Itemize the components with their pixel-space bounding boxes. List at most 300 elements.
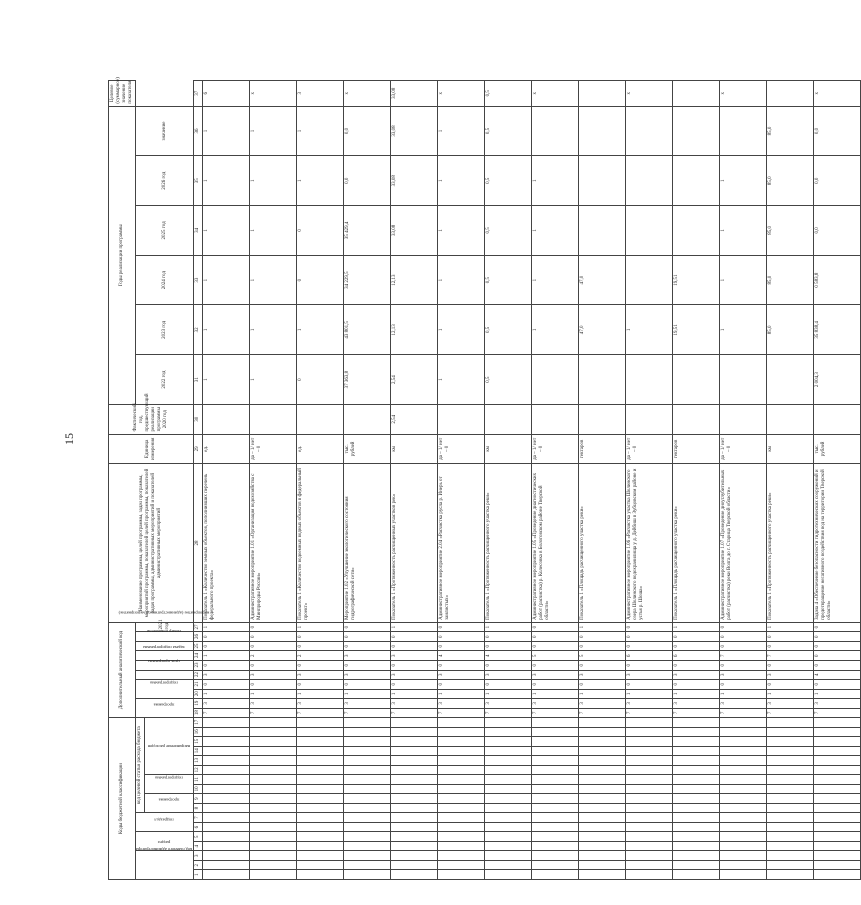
- code-cell: [391, 718, 438, 728]
- code-cell: 3: [391, 699, 438, 709]
- code-cell: [438, 841, 485, 851]
- year-value: 37 363,8: [344, 355, 391, 405]
- column-number: 14: [194, 746, 203, 756]
- year-value: 1: [532, 305, 579, 355]
- code-cell: [344, 794, 391, 804]
- code-cell: [485, 784, 532, 794]
- code-cell: 0: [673, 680, 720, 690]
- code-cell: [767, 870, 814, 880]
- column-number: 17: [194, 718, 203, 728]
- year-value: 12,13: [391, 255, 438, 305]
- code-cell: [579, 756, 626, 766]
- code-cell: [626, 727, 673, 737]
- code-cell: [391, 803, 438, 813]
- row-name: Показатель 1 «Количество земных объектов, пополнивших перечень федерального проекта»: [203, 464, 250, 623]
- column-number: 12: [194, 765, 203, 775]
- code-cell: [438, 746, 485, 756]
- code-cell: 3: [438, 670, 485, 680]
- code-cell: 1: [579, 622, 626, 632]
- code-cell: [344, 784, 391, 794]
- table-row: [485, 81, 532, 880]
- code-cell: [673, 756, 720, 766]
- code-cell: [767, 718, 814, 728]
- table-row: [579, 81, 626, 880]
- code-cell: [626, 870, 673, 880]
- year-value: [626, 355, 673, 405]
- code-cell: 3: [344, 699, 391, 709]
- code-cell: 1: [344, 689, 391, 699]
- row-fact: [579, 404, 626, 434]
- code-cell: 3: [673, 699, 720, 709]
- code-cell: [626, 775, 673, 785]
- header-csr-sub: подпрограмма: [145, 775, 194, 794]
- code-cell: 7: [767, 708, 814, 718]
- table-row: [250, 81, 297, 880]
- code-cell: 0: [391, 680, 438, 690]
- code-cell: [720, 756, 767, 766]
- code-cell: [673, 803, 720, 813]
- code-cell: [626, 851, 673, 861]
- target-value: 0,5: [485, 81, 532, 107]
- target-value: х: [814, 81, 861, 107]
- column-number: 9: [194, 794, 203, 804]
- year-value: 1: [203, 305, 250, 355]
- code-cell: 4: [814, 670, 861, 680]
- code-cell: [203, 841, 250, 851]
- code-cell: 0: [814, 641, 861, 651]
- code-cell: [767, 860, 814, 870]
- year-value: [579, 156, 626, 206]
- code-cell: [673, 765, 720, 775]
- row-name: Показатель 1 «Площадь расчищенного участка реки»: [579, 464, 626, 623]
- code-cell: [814, 746, 861, 756]
- year-value: 35 429,4: [344, 206, 391, 256]
- year-value: 1: [720, 156, 767, 206]
- code-cell: [344, 822, 391, 832]
- code-cell: [297, 784, 344, 794]
- code-cell: [485, 803, 532, 813]
- code-cell: 6: [673, 651, 720, 661]
- row-unit: да – 1/ нет – 0: [438, 434, 485, 464]
- code-cell: 3: [391, 651, 438, 661]
- header-meropr: мероприятие (административное мероприятие): [136, 651, 194, 661]
- code-cell: [344, 746, 391, 756]
- code-cell: [532, 813, 579, 823]
- code-cell: [814, 737, 861, 747]
- code-cell: 0: [626, 661, 673, 671]
- code-cell: 0: [673, 632, 720, 642]
- code-cell: [203, 803, 250, 813]
- code-cell: 1: [626, 689, 673, 699]
- column-number: 37: [194, 81, 203, 107]
- code-cell: 7: [438, 708, 485, 718]
- year-value: [626, 156, 673, 206]
- code-cell: 0: [673, 661, 720, 671]
- code-cell: 0: [579, 641, 626, 651]
- code-cell: 3: [626, 699, 673, 709]
- target-value: х: [344, 81, 391, 107]
- code-cell: [438, 860, 485, 870]
- year-value: [579, 106, 626, 156]
- row-fact: [250, 404, 297, 434]
- code-cell: 3: [532, 670, 579, 680]
- code-cell: [720, 860, 767, 870]
- code-cell: [532, 775, 579, 785]
- code-cell: 0: [438, 641, 485, 651]
- code-cell: [532, 727, 579, 737]
- row-name: Административное мероприятие 1.06 «Расчистка участка Шолинского озера Шолинского водохранилища у д. Дейбиш в Зубцовском районе и устья р. Шоша»: [626, 464, 673, 623]
- code-cell: [250, 803, 297, 813]
- column-number: 15: [194, 737, 203, 747]
- code-cell: 3: [579, 699, 626, 709]
- code-cell: [673, 775, 720, 785]
- code-cell: [391, 860, 438, 870]
- code-cell: 3: [297, 670, 344, 680]
- code-cell: 3: [344, 651, 391, 661]
- row-fact: 2,54: [391, 404, 438, 434]
- header-programma: программа: [136, 699, 194, 718]
- column-number: 13: [194, 756, 203, 766]
- code-cell: 7: [673, 708, 720, 718]
- row-name: Показатель 1 «Протяженность расчищенных участков рек»: [391, 464, 438, 623]
- row-unit: км: [391, 434, 438, 464]
- header-csr: код целевой статьи расхода бюджета: [136, 718, 145, 813]
- code-cell: 1: [250, 689, 297, 699]
- code-cell: 1: [297, 689, 344, 699]
- code-cell: [532, 784, 579, 794]
- code-cell: [250, 765, 297, 775]
- row-unit: гектаров: [673, 434, 720, 464]
- code-cell: [767, 765, 814, 775]
- code-cell: 0: [344, 632, 391, 642]
- code-cell: [626, 737, 673, 747]
- code-cell: [673, 746, 720, 756]
- code-cell: [250, 756, 297, 766]
- code-cell: 0: [673, 641, 720, 651]
- header-zadacha: задача подпрограммы: [136, 661, 194, 671]
- code-cell: [344, 765, 391, 775]
- code-cell: [673, 794, 720, 804]
- column-number: 31: [194, 355, 203, 405]
- column-number: 1: [194, 870, 203, 880]
- code-cell: 7: [720, 708, 767, 718]
- code-cell: 2: [297, 651, 344, 661]
- code-cell: [344, 813, 391, 823]
- code-cell: [579, 784, 626, 794]
- code-cell: [344, 737, 391, 747]
- code-cell: 3: [673, 670, 720, 680]
- code-cell: [344, 756, 391, 766]
- target-value: х: [626, 81, 673, 107]
- code-cell: 0: [344, 641, 391, 651]
- column-number: 29: [194, 434, 203, 464]
- code-cell: [485, 727, 532, 737]
- row-fact: [532, 404, 579, 434]
- year-value: 1: [532, 156, 579, 206]
- year-value: 2 004,3: [814, 355, 861, 405]
- column-number: 28: [194, 464, 203, 623]
- code-cell: [579, 870, 626, 880]
- code-cell: 0: [297, 661, 344, 671]
- year-value: 12,13: [391, 305, 438, 355]
- row-fact: [438, 404, 485, 434]
- year-value: 1: [720, 255, 767, 305]
- code-cell: 7: [297, 708, 344, 718]
- code-cell: [532, 822, 579, 832]
- target-value: [767, 81, 814, 107]
- year-value: 1: [203, 355, 250, 405]
- code-cell: [767, 832, 814, 842]
- code-cell: [626, 841, 673, 851]
- row-name: Показатель 1 «Площадь расчищенного участка реки»: [673, 464, 720, 623]
- code-cell: [344, 841, 391, 851]
- header-year-2021: 2021 год: [136, 622, 194, 632]
- code-cell: 0: [532, 622, 579, 632]
- code-cell: [767, 841, 814, 851]
- code-cell: [297, 851, 344, 861]
- code-cell: [673, 737, 720, 747]
- year-value: 0,5: [485, 305, 532, 355]
- code-cell: [391, 756, 438, 766]
- code-cell: [344, 870, 391, 880]
- code-cell: [297, 794, 344, 804]
- code-cell: 0: [297, 632, 344, 642]
- year-value: 33,08: [391, 206, 438, 256]
- table-row: [438, 81, 485, 880]
- code-cell: 0: [344, 680, 391, 690]
- code-cell: [767, 794, 814, 804]
- code-cell: 0: [814, 680, 861, 690]
- code-cell: 0: [485, 661, 532, 671]
- code-cell: 7: [814, 708, 861, 718]
- row-unit: тыс. рублей: [344, 434, 391, 464]
- table-body: [194, 81, 861, 880]
- header-admin: код главного администратора: [136, 851, 194, 880]
- header-csr-prog: программа: [145, 794, 194, 813]
- code-cell: [250, 860, 297, 870]
- header-subsection: подраздел: [136, 813, 194, 832]
- code-cell: [250, 813, 297, 823]
- year-value: 1: [438, 255, 485, 305]
- code-cell: 0: [391, 632, 438, 642]
- year-value: [673, 106, 720, 156]
- code-cell: [673, 832, 720, 842]
- code-cell: 1: [485, 622, 532, 632]
- code-cell: [814, 822, 861, 832]
- year-value: 1: [250, 156, 297, 206]
- code-cell: 1: [767, 689, 814, 699]
- code-cell: 4: [438, 651, 485, 661]
- code-cell: [391, 794, 438, 804]
- year-value: 0,5: [485, 206, 532, 256]
- code-cell: [720, 803, 767, 813]
- year-value: 47,0: [579, 255, 626, 305]
- code-cell: [391, 813, 438, 823]
- year-value: 1: [297, 305, 344, 355]
- header-additional-code: Дополнительный аналитический код: [109, 622, 136, 717]
- code-cell: [485, 870, 532, 880]
- code-cell: [532, 841, 579, 851]
- code-cell: 1: [203, 651, 250, 661]
- code-cell: 3: [767, 699, 814, 709]
- code-cell: 1: [532, 689, 579, 699]
- code-cell: [250, 718, 297, 728]
- header-year-2023: 2023 год: [136, 305, 194, 355]
- code-cell: [391, 841, 438, 851]
- year-value: 1: [532, 206, 579, 256]
- row-fact: [297, 404, 344, 434]
- code-cell: [767, 746, 814, 756]
- code-cell: [720, 784, 767, 794]
- code-cell: [579, 746, 626, 756]
- column-number: 20: [194, 689, 203, 699]
- row-name: Показатель 1 «Протяженность расчищенного участка реки»: [485, 464, 532, 623]
- code-cell: [203, 718, 250, 728]
- year-value: 1: [438, 206, 485, 256]
- target-value: х: [250, 81, 297, 107]
- row-fact: [344, 404, 391, 434]
- code-cell: [626, 756, 673, 766]
- code-cell: [297, 870, 344, 880]
- year-value: 1: [203, 206, 250, 256]
- target-value: х: [532, 81, 579, 107]
- code-cell: 3: [579, 670, 626, 680]
- code-cell: 0: [250, 661, 297, 671]
- code-cell: 0: [344, 622, 391, 632]
- code-cell: 0: [297, 680, 344, 690]
- row-name: Административное мероприятие 1.05 «Проведение диагностических работ (расчистка) р. Колесовка в Бологовском районе Тверской области»: [532, 464, 579, 623]
- year-value: 85,0: [767, 255, 814, 305]
- code-cell: [203, 775, 250, 785]
- code-cell: [250, 775, 297, 785]
- year-value: 1: [250, 255, 297, 305]
- column-number: 22: [194, 670, 203, 680]
- header-year-2026: 2026 год: [136, 156, 194, 206]
- code-cell: [203, 737, 250, 747]
- code-cell: [485, 737, 532, 747]
- code-cell: [673, 813, 720, 823]
- column-number: 11: [194, 775, 203, 785]
- year-value: 1: [250, 206, 297, 256]
- code-cell: 7: [250, 708, 297, 718]
- code-cell: 0: [297, 641, 344, 651]
- year-value: 0: [297, 255, 344, 305]
- code-cell: 0: [579, 680, 626, 690]
- code-cell: [532, 860, 579, 870]
- code-cell: [626, 822, 673, 832]
- code-cell: [720, 851, 767, 861]
- code-cell: 3: [720, 670, 767, 680]
- code-cell: [626, 718, 673, 728]
- code-cell: 0: [626, 680, 673, 690]
- code-cell: 1: [438, 689, 485, 699]
- column-number: 2: [194, 860, 203, 870]
- code-cell: [485, 718, 532, 728]
- year-value: 0,0: [344, 156, 391, 206]
- code-cell: [391, 870, 438, 880]
- code-cell: [579, 803, 626, 813]
- code-cell: [814, 803, 861, 813]
- code-cell: [532, 794, 579, 804]
- code-cell: [297, 727, 344, 737]
- row-name: Административное мероприятие 1.07 «Проведение дноуглубительных работ (расчистка) реки Волга до г. Старица Тверской области»: [720, 464, 767, 623]
- code-cell: [438, 737, 485, 747]
- code-cell: 7: [485, 708, 532, 718]
- code-cell: [344, 775, 391, 785]
- code-cell: [485, 765, 532, 775]
- code-cell: [203, 784, 250, 794]
- column-number: 24: [194, 651, 203, 661]
- header-name: Наименование программы, целей программы, задач программы, мероприятий программы, показателей целей программы, показателей задач программы, административных мероприятий и показателей административных мероприятий: [109, 464, 194, 623]
- row-fact: [767, 404, 814, 434]
- table-row: [767, 81, 814, 880]
- code-cell: [532, 756, 579, 766]
- row-name: Показатель 1 «Количество водоемных водных объектов в федеральный проект»: [297, 464, 344, 623]
- code-cell: [297, 737, 344, 747]
- code-cell: [485, 756, 532, 766]
- code-cell: [438, 822, 485, 832]
- code-cell: [532, 746, 579, 756]
- target-value: х: [720, 81, 767, 107]
- code-cell: [438, 803, 485, 813]
- code-cell: [391, 775, 438, 785]
- code-cell: 1: [720, 689, 767, 699]
- code-cell: [814, 794, 861, 804]
- code-cell: 0: [720, 632, 767, 642]
- year-value: 1: [532, 255, 579, 305]
- code-cell: [673, 718, 720, 728]
- code-cell: [250, 822, 297, 832]
- year-value: 1: [438, 305, 485, 355]
- code-cell: 0: [532, 661, 579, 671]
- code-cell: [720, 718, 767, 728]
- code-cell: [297, 813, 344, 823]
- year-value: [720, 355, 767, 405]
- header-codes: Коды бюджетной классификации: [109, 718, 136, 880]
- year-value: [767, 355, 814, 405]
- table-row: [391, 81, 438, 880]
- code-cell: [579, 851, 626, 861]
- code-cell: [532, 718, 579, 728]
- code-cell: [767, 775, 814, 785]
- code-cell: [626, 803, 673, 813]
- code-cell: [532, 737, 579, 747]
- year-value: 85,0: [767, 206, 814, 256]
- code-cell: [250, 746, 297, 756]
- code-cell: [344, 860, 391, 870]
- code-cell: [579, 765, 626, 775]
- code-cell: 3: [720, 699, 767, 709]
- code-cell: [250, 870, 297, 880]
- year-value: 1: [297, 156, 344, 206]
- code-cell: [297, 841, 344, 851]
- code-cell: 2: [250, 651, 297, 661]
- code-cell: [203, 832, 250, 842]
- column-number: 36: [194, 106, 203, 156]
- column-number: 16: [194, 727, 203, 737]
- code-cell: [767, 727, 814, 737]
- column-number: 18: [194, 708, 203, 718]
- year-value: [626, 106, 673, 156]
- code-cell: 3: [203, 670, 250, 680]
- code-cell: 0: [250, 622, 297, 632]
- column-number: 26: [194, 632, 203, 642]
- program-table: [108, 77, 861, 880]
- code-cell: [203, 851, 250, 861]
- code-cell: [814, 860, 861, 870]
- code-cell: [297, 746, 344, 756]
- year-value: 1: [250, 355, 297, 405]
